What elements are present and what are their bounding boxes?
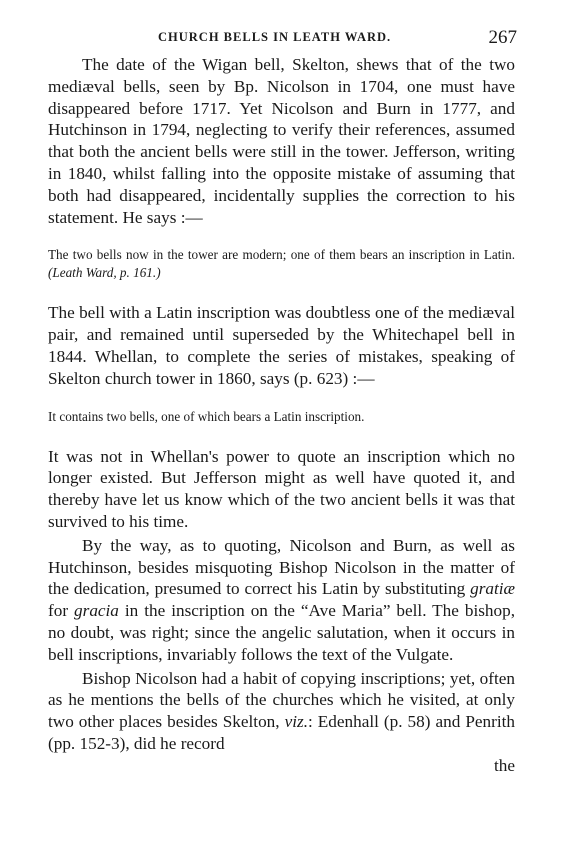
quote-jefferson-text: The two bells now in the tower are modern; one of them bears an inscription in Latin. [48,247,515,263]
paragraph-quoting [48,535,515,666]
running-head [48,0,515,54]
quote-whellan: It contains two bells, one of which bears a Latin inscription. [48,408,365,424]
quote-jefferson-citation: (Leath Ward, p. 161.) [48,265,161,281]
quote-jefferson [48,246,515,282]
paragraph-nicolson-part-b: : Edenhall (p. 58) and Penrith (pp. 152-3), did he record [48,712,515,753]
spacer [48,390,515,408]
paragraph-quoting-part-b: for [48,601,75,621]
latin-word-gracia: gracia [74,601,119,621]
paragraph-quoting-part-a: By the way, as to quoting, Nicolson and Burn, as well as Hutchinson, besides misquoting Bishop Nicolson in the matter of the dedication, presumed to correct his Latin by substituting [48,535,515,599]
paragraph-wigan-bell: The date of the Wigan bell, Skelton, shews that of the two mediæval bells, seen by Bp. Nicolson in 1704, one must have disappeared before 1717. Yet Nicolson and Burn in 1777, and Hutchinson in 1794, neglecting to verify their references, assumed that both the ancient bells were still in the tower. Jefferson, writing in 1840, whilst falling into the opposite mistake of assuming that both had disappeared, incidentally supplies the correction to his statement. He says :— [48,55,515,227]
paragraph-latin-inscription: The bell with a Latin inscription was doubtless one of the mediæval pair, and remained until superseded by the Whitechapel bell in 1844. Whellan, to complete the series of mistakes, speaking of Skelton church tower in 1860, says (p. 623) :— [48,303,515,388]
latin-word-gratiae: gratiæ [470,579,515,599]
page-number: 267 [488,27,517,48]
paragraph-nicolson-part-a: Bishop Nicolson had a habit of copying inscriptions; yet, often as he mentions the bells of the churches which he visited, at only two other places besides Skelton, [48,668,515,732]
paragraph-quoting-part-c: in the inscription on the “Ave Maria” bell. The bishop, no doubt, was right; since the angelic salutation, when it occurs in bell inscriptions, invariably follows the text of the Vulgate. [48,601,516,664]
abbreviation-viz: viz. [284,712,308,732]
spacer [48,282,515,302]
paragraph-nicolson-habit [48,668,515,755]
running-title: CHURCH BELLS IN LEATH WARD. [158,30,392,44]
spacer [48,426,515,446]
paragraph-whellan: It was not in Whellan's power to quote an inscription which no longer existed. But Jefferson might as well have quoted it, and thereby have let us know which of the two ancient bells it was that survived to his time. [48,446,515,531]
spacer [48,228,515,246]
catchword: the [494,755,515,775]
